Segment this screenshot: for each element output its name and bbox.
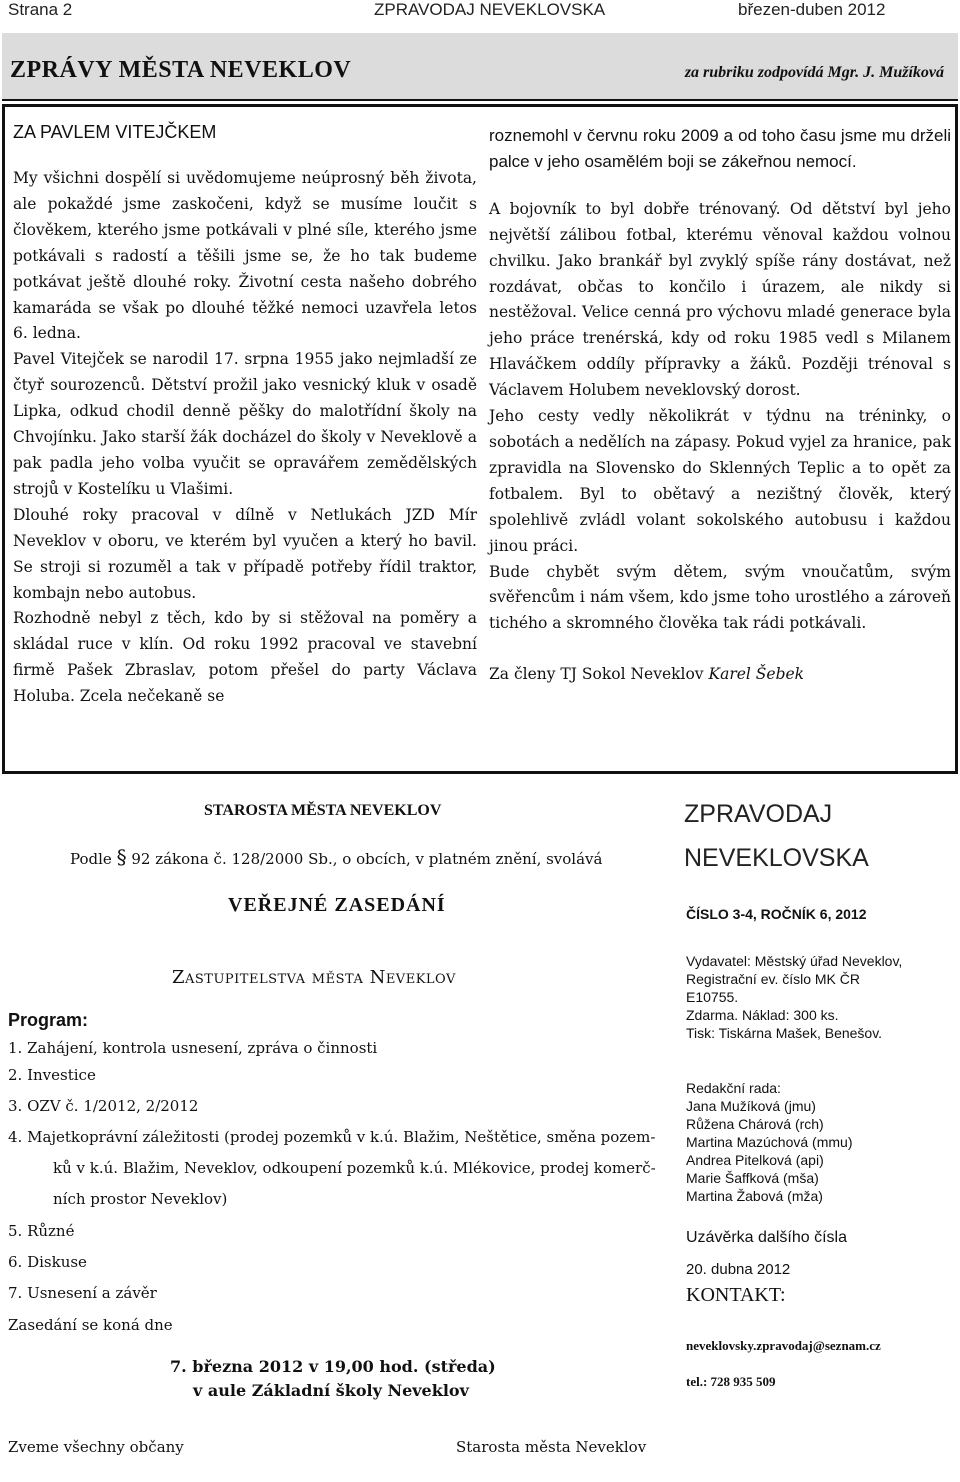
article-paragraph: Dlouhé roky pracoval v dílně v Netlukách JZD Mír Neveklov v oboru, ve kterém byl vyučen a který ho bavil. Se stroji si rozuměl a tak v případě potřeby řídil traktor, kombajn nebo autobus. (13, 505, 477, 602)
board-label: Redakční rada: (686, 1080, 781, 1096)
article-title: ZA PAVLEM VITEJČKEM (13, 122, 217, 142)
program-item: 5. Různé (8, 1222, 75, 1240)
colophon-title: ZPRAVODAJ (684, 800, 833, 828)
contact-email[interactable]: neveklovsky.zpravodaj@seznam.cz (686, 1338, 881, 1353)
board-member: Růžena Chárová (rch) (686, 1116, 824, 1132)
notice-signer: Starosta města Neveklov (456, 1438, 647, 1456)
article-paragraph: Jeho cesty vedly několikrát v týdnu na tréninky, o sobotách a nedělích na zápasy. Pokud vyjel za hranice, pak zpravidla na Slovensko do Sklenných Teplic a to opět za fotbalem. Byl to obětavý a nezištný člověk, který spolehlivě zvládl volant sokolského autobusu i každou jinou práci. (489, 407, 951, 555)
publisher-line: Tisk: Tiskárna Mašek, Benešov. (686, 1025, 883, 1041)
program-item: 1. Zahájení, kontrola usnesení, zpráva o činnosti (8, 1039, 378, 1057)
program-item: 2. Investice (8, 1066, 96, 1084)
program-item: 3. OZV č. 1/2012, 2/2012 (8, 1097, 199, 1115)
colophon-issue: ČÍSLO 3-4, ROČNÍK 6, 2012 (686, 906, 867, 922)
law-text: 92 zákona č. 128/2000 Sb., o obcích, v platném znění, svolává (131, 850, 603, 868)
program-item: 6. Diskuse (8, 1253, 87, 1271)
held-on-label: Zasedání se koná dne (8, 1316, 173, 1334)
invitation: Zveme všechny občany (8, 1438, 184, 1456)
deadline-label: Uzávěrka dalšího čísla (686, 1229, 847, 1246)
board-member: Martina Mazúchová (mmu) (686, 1134, 853, 1150)
council-name: Zastupitelstva města Neveklov (172, 967, 456, 988)
paragraph-icon: § (116, 845, 127, 869)
article-right-column (489, 123, 951, 688)
publication-name: ZPRAVODAJ NEVEKLOVSKA (374, 0, 606, 19)
meeting-date-time: 7. března 2012 v 19,00 hod. (středa) (170, 1357, 496, 1376)
article-box (2, 104, 958, 774)
publisher-line: Vydavatel: Městský úřad Neveklov, (686, 953, 903, 969)
deadline-date: 20. dubna 2012 (686, 1261, 791, 1278)
signature-prefix: Za členy TJ Sokol Neveklov (489, 665, 704, 684)
article-paragraph: My všichni dospělí si uvědomujeme neúprosný běh života, ale pokaždé jsme zaskočeni, když se musíme loučit s člověkem, kterého jsme potkávali v plné síle, kterého jsme potkávali s radostí a těšili jsme se, že ho tak budeme potkávat ještě dlouhé roky. Životní cesta našeho dobrého kamaráda se však po dlouhé těžké nemoci uzavřela letos 6. ledna. (13, 169, 477, 343)
article-paragraph: roznemohl v červnu roku 2009 a od toho času jsme mu drželi palce v jeho osamělém boji se zákeřnou nemocí. (489, 126, 951, 171)
article-signature (489, 662, 951, 688)
article-paragraph: Bude chybět svým dětem, svým vnoučatům, svým svěřencům i nám všem, kdo jsme toho urostlého a zároveň tichého a skromného člověka tak rádi potkávali. (489, 562, 951, 633)
program-item: 4. Majetkoprávní záležitosti (prodej pozemků v k.ú. Blažim, Neštětice, směna pozem- (8, 1128, 656, 1146)
issue-date: březen-duben 2012 (738, 0, 886, 19)
program-label: Program: (8, 1010, 89, 1030)
article-paragraph: Pavel Vitejček se narodil 17. srpna 1955 jako nejmladší ze čtyř sourozenců. Dětství prožil jako vesnický kluk v osadě Lipka, odkud chodil denně pěšky do malotřídní školy na Chvojínku. Jako starší žák docházel do školy v Neveklově a pak padla jeho volba vyučit se opravářem zemědělských strojů v Kostelíku u Vlašimi. (13, 350, 477, 498)
board-member: Marie Šaffková (mša) (686, 1170, 819, 1186)
section-title: ZPRÁVY MĚSTA NEVEKLOV (10, 57, 352, 83)
contact-phone: tel.: 728 935 509 (686, 1374, 776, 1389)
notice-heading: STAROSTA MĚSTA NEVEKLOV (204, 802, 442, 819)
meeting-type: VEŘEJNÉ ZASEDÁNÍ (228, 894, 446, 916)
publisher-line: Zdarma. Náklad: 300 ks. (686, 1007, 839, 1023)
article-paragraph: A bojovník to byl dobře trénovaný. Od dětství byl jeho největší zálibou fotbal, kterému věnoval každou volnou chvilku. Jako brankář byl zvyklý spíše rány dostávat, než rozdávat, občas to končilo i úrazem, ale nikdy si nestěžoval. Velice cenná pro výchovu mladé generace byla jeho práce trenérská, kdy od roku 1985 vedl s Milanem Hlaváčkem oddíly přípravky a žáků. Později trénoval s Václavem Holubem neveklovský dorost. (489, 199, 951, 400)
board-member: Martina Žabová (mža) (686, 1188, 823, 1204)
publisher-line: Registrační ev. číslo MK ČR (686, 971, 861, 987)
program-item: 7. Usnesení a závěr (8, 1284, 157, 1302)
contact-label: KONTAKT: (686, 1284, 786, 1306)
notice-law (70, 845, 602, 869)
signature-name: Karel Šebek (708, 665, 805, 684)
section-banner (2, 33, 958, 101)
law-prefix: Podle (70, 850, 112, 868)
program-item-continued: ků v k.ú. Blažim, Neveklov, odkoupení pozemků k.ú. Mlékovice, prodej komerč- (53, 1159, 656, 1177)
meeting-venue: v aule Základní školy Neveklov (193, 1381, 469, 1400)
article-left-column (13, 122, 477, 710)
board-member: Jana Mužíková (jmu) (686, 1098, 816, 1114)
colophon-title: NEVEKLOVSKA (684, 844, 869, 872)
board-member: Andrea Pitelková (api) (686, 1152, 824, 1168)
page-number: Strana 2 (8, 0, 73, 19)
publisher-line: E10755. (686, 989, 739, 1005)
section-editor: za rubriku zodpovídá Mgr. J. Mužíková (684, 64, 944, 81)
program-item-continued: ních prostor Neveklov) (53, 1190, 228, 1208)
article-paragraph: Rozhodně nebyl z těch, kdo by si stěžoval na poměry a skládal ruce v klín. Od roku 1992 pracoval ve stavební firmě Pašek Zbraslav, potom přešel do party Václava Holuba. Zcela nečekaně se (13, 609, 477, 706)
